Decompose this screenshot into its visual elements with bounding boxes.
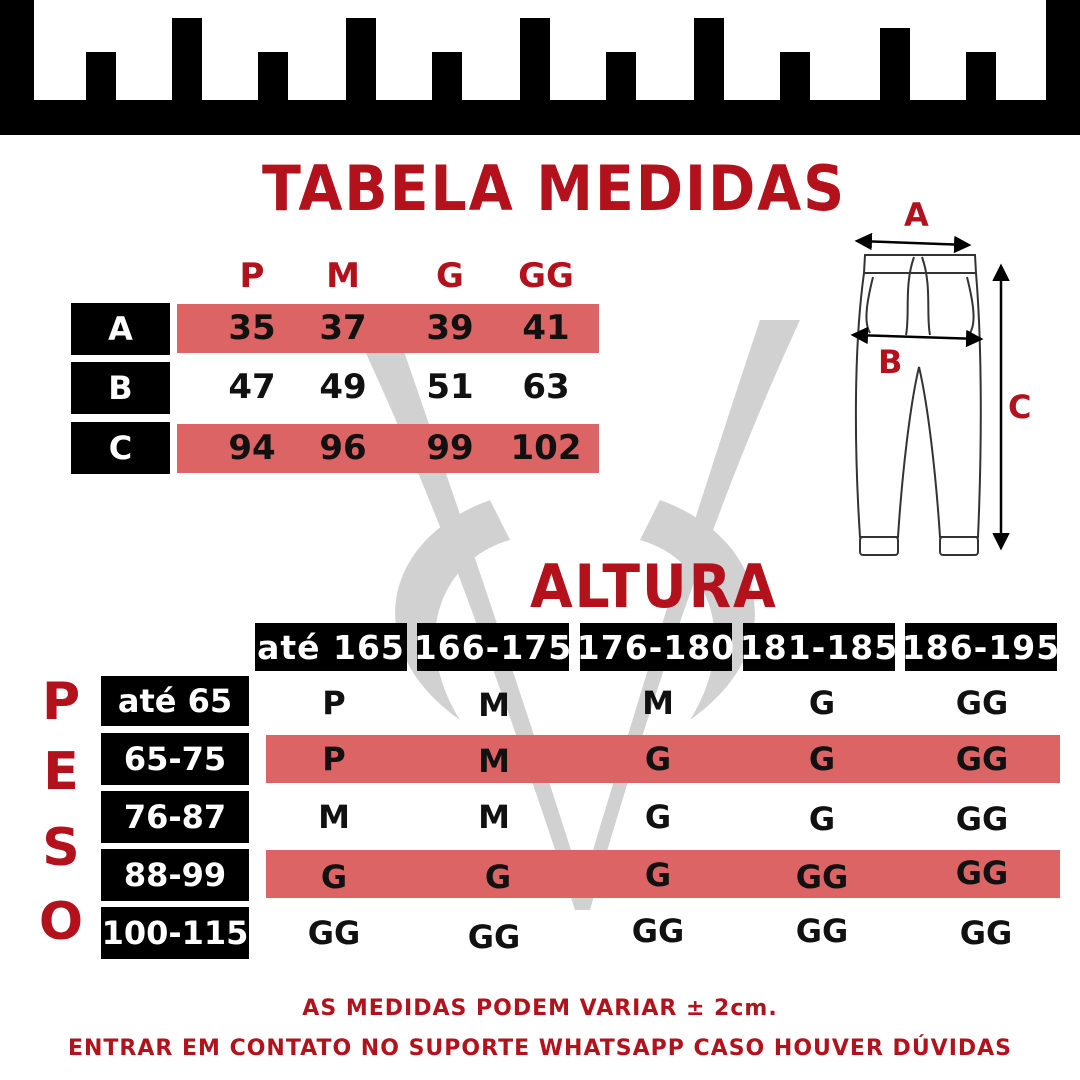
- grid-cell-2-1: P: [322, 740, 346, 778]
- peso-letter-p: P: [41, 672, 81, 732]
- measures-row-label-c: C: [71, 422, 170, 474]
- grid-cell-3-1: M: [318, 798, 350, 836]
- measure-c-p: 94: [228, 428, 276, 468]
- grid-cell-2-4: G: [808, 740, 836, 778]
- weight-row-3: 76-87: [101, 791, 249, 843]
- grid-cell-1-2: M: [478, 686, 510, 724]
- peso-letter-o: O: [38, 892, 84, 952]
- peso-letter-e: E: [43, 742, 79, 802]
- measure-b-m: 49: [319, 367, 367, 407]
- grid-cell-1-5: GG: [955, 684, 1009, 722]
- height-col-2: 166-175: [417, 623, 569, 671]
- grid-cell-4-4: GG: [795, 858, 849, 896]
- measure-c-m: 96: [319, 428, 367, 468]
- measure-c-gg: 102: [510, 428, 582, 468]
- grid-cell-2-5: GG: [955, 740, 1009, 778]
- grid-cell-5-2: GG: [467, 918, 521, 956]
- altura-title: ALTURA: [530, 552, 778, 622]
- footer-note-variation: AS MEDIDAS PODEM VARIAR ± 2cm.: [302, 996, 778, 1021]
- size-header-m: M: [326, 256, 360, 296]
- grid-cell-4-5: GG: [955, 854, 1009, 892]
- size-header-g: G: [436, 256, 464, 296]
- page-title: TABELA MEDIDAS: [262, 152, 847, 225]
- height-col-4: 181-185: [743, 623, 895, 671]
- grid-cell-5-4: GG: [795, 912, 849, 950]
- grid-cell-5-1: GG: [307, 914, 361, 952]
- grid-cell-4-1: G: [320, 858, 348, 896]
- top-border-pattern: [0, 0, 1080, 135]
- height-col-3: 176-180: [580, 623, 732, 671]
- measures-row-label-a: A: [71, 303, 170, 355]
- grid-cell-3-4: G: [808, 800, 836, 838]
- grid-cell-1-3: M: [642, 684, 674, 722]
- grid-cell-5-5: GG: [959, 914, 1013, 952]
- measure-c-g: 99: [426, 428, 474, 468]
- measure-a-gg: 41: [522, 308, 570, 348]
- measure-b-gg: 63: [522, 367, 570, 407]
- weight-row-1: até 65: [101, 676, 249, 726]
- peso-letter-s: S: [42, 818, 80, 878]
- measure-b-p: 47: [228, 367, 276, 407]
- diagram-label-c: C: [1008, 388, 1032, 426]
- grid-cell-1-4: G: [808, 684, 836, 722]
- grid-cell-5-3: GG: [631, 912, 685, 950]
- grid-cell-1-1: P: [322, 684, 346, 722]
- measure-a-p: 35: [228, 308, 276, 348]
- height-col-5: 186-195: [905, 623, 1057, 671]
- grid-cell-2-2: M: [478, 742, 510, 780]
- diagram-label-a: A: [904, 196, 929, 234]
- height-col-1: até 165: [255, 623, 407, 671]
- grid-cell-4-3: G: [644, 856, 672, 894]
- grid-cell-2-3: G: [644, 740, 672, 778]
- diagram-label-b: B: [878, 343, 903, 381]
- weight-row-4: 88-99: [101, 849, 249, 901]
- measure-a-m: 37: [319, 308, 367, 348]
- grid-cell-4-2: G: [484, 858, 512, 896]
- measure-b-g: 51: [426, 367, 474, 407]
- weight-row-2: 65-75: [101, 733, 249, 785]
- measure-a-g: 39: [426, 308, 474, 348]
- footer-note-contact: ENTRAR EM CONTATO NO SUPORTE WHATSAPP CASO HOUVER DÚVIDAS: [67, 1036, 1013, 1061]
- measures-row-label-b: B: [71, 362, 170, 414]
- size-header-gg: GG: [518, 256, 574, 296]
- grid-cell-3-2: M: [478, 798, 510, 836]
- pants-diagram-icon: [840, 195, 1050, 575]
- grid-cell-3-5: GG: [955, 800, 1009, 838]
- grid-cell-3-3: G: [644, 798, 672, 836]
- weight-row-5: 100-115: [101, 907, 249, 959]
- size-header-p: P: [239, 256, 265, 296]
